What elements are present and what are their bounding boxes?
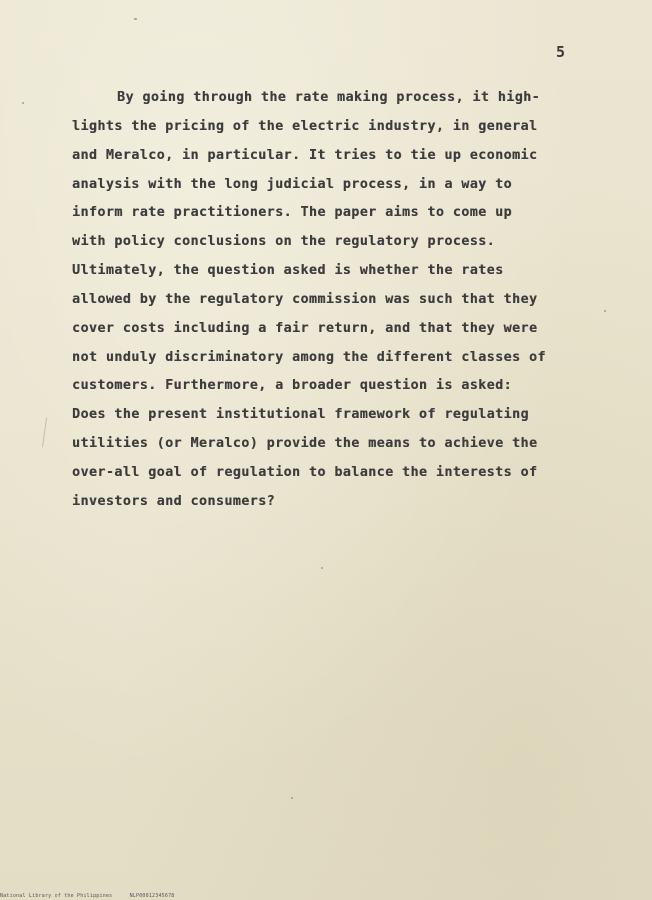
text-line: inform rate practitioners. The paper aims to come up [72,205,513,221]
pencil-mark [42,418,55,449]
text-line: allowed by the regulatory commission was such that they [72,291,538,307]
body-paragraph [72,84,592,517]
paper-speck [604,310,606,312]
text-line: analysis with the long judicial process, in a way to [72,176,513,192]
text-line: not unduly discriminatory among the different classes of [72,349,546,365]
text-line: with policy conclusions on the regulatory process. [72,234,496,250]
paper-speck [134,18,137,20]
text-line: Does the present institutional framework of regulating [72,407,529,423]
paper-speck [321,567,323,569]
text-line: Ultimately, the question asked is whether the rates [72,263,504,279]
text-line: customers. Furthermore, a broader question is asked: [72,378,513,394]
text-line: and Meralco, in particular. It tries to tie up economic [72,147,538,163]
text-line: cover costs including a fair return, and that they were [72,320,538,336]
text-line: over-all goal of regulation to balance the interests of [72,464,538,480]
text-line: lights the pricing of the electric industry, in general [72,118,538,134]
footer-library: National Library of the Philippines [0,893,113,899]
footer-identifier: NLP00012345678 [129,893,175,899]
text-line: By going through the rate making process, it high- [117,90,541,105]
text-line: utilities (or Meralco) provide the means to achieve the [72,436,538,452]
paper-speck [291,797,293,799]
scan-footer [0,893,189,899]
page-number: 5 [556,43,566,61]
text-line: investors and consumers? [72,493,276,509]
paper-speck [22,102,24,104]
